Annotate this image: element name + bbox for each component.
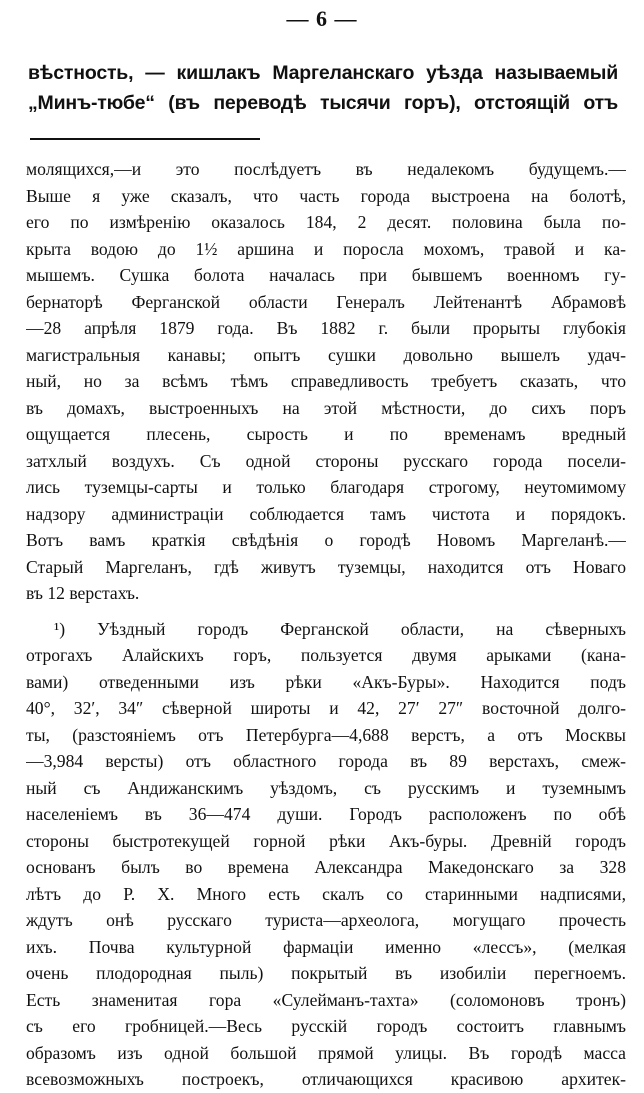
footnote-line: крыта водою до 1½ аршина и поросла мохомъ, травой и ка- (26, 238, 626, 259)
footnote-line: Есть знаменитая гора «Сулейманъ-тахта» (соломоновъ тронъ) (26, 989, 626, 1010)
footnote-line: затхлый воздухъ. Съ одной стороны русскаго города посели- (26, 450, 626, 471)
footnote-line: Старый Маргеланъ, гдѣ живутъ туземцы, находится отъ Новаго (26, 556, 626, 577)
footnote-line: молящихся,—и это послѣдуетъ въ недалекомъ будущемъ.— (26, 159, 626, 179)
footnote-paragraph-2 (26, 616, 626, 1093)
footnote-line: —3,984 версты) отъ областного города въ 89 верстахъ, смеж- (26, 751, 626, 771)
footnote-line: ¹) Уѣздный городъ Ферганской области, на сѣверныхъ (54, 618, 626, 639)
footnote-line: отрогахъ Алайскихъ горъ, пользуется двумя арыками (кана- (26, 645, 626, 665)
footnote-paragraph-1 (26, 156, 626, 607)
footnote-line: всевозможныхъ построекъ, отличающихся красивою архитек- (26, 1069, 626, 1089)
main-text-line: вѣстность, — кишлакъ Маргеланскаго уѣзда называемый (28, 62, 618, 84)
footnote-line: очень плодородная пыль) покрытый въ изобиліи перегноемъ. (26, 963, 626, 983)
footnote-line: его по измѣренію оказалось 184, 2 десят. половина была по- (26, 212, 626, 232)
footnote-line: въ домахъ, выстроенныхъ на этой мѣстности, до сихъ поръ (26, 397, 626, 418)
footnote-line: лѣтъ до Р. Х. Много есть скалъ со старинными надписями, (26, 883, 626, 904)
footnote-line: мышемъ. Сушка болота началась при бывшемъ военномъ гу- (26, 265, 626, 285)
footnote-line: образомъ изъ одной большой прямой улицы. Въ городѣ масса (26, 1042, 626, 1063)
footnote-line: ощущается плесень, сырость и по временамъ вредный (26, 424, 626, 444)
footnote-separator (30, 138, 260, 140)
footnote-line: въ 12 верстахъ. (26, 583, 140, 603)
footnote-line: 40°, 32′, 34″ сѣверной широты и 42, 27′ 27″ восточной долго- (26, 698, 626, 718)
footnote-line: съ его гробницей.—Весь русскій городъ состоитъ главнымъ (26, 1016, 626, 1036)
footnote-line: —28 апрѣля 1879 года. Въ 1882 г. были прорыты глубокія (26, 318, 626, 338)
main-text (28, 58, 618, 118)
footnote-line: бернаторѣ Ферганской области Генералъ Лейтенантѣ Абрамовѣ (26, 291, 626, 312)
footnote-line: ный съ Андижанскимъ уѣздомъ, съ русскимъ и туземнымъ (26, 777, 626, 798)
footnote-line: лись туземцы-сарты и только благодаря строгому, неутомимому (26, 477, 626, 497)
page-number: — 6 — (286, 6, 358, 31)
footnote-line: ждутъ онѣ русскаго туриста—археолога, могущаго прочесть (26, 910, 626, 930)
footnote-line: Вотъ вамъ краткія свѣдѣнія о городѣ Новомъ Маргеланѣ.— (26, 530, 626, 550)
footnote-line: ты, (разстояніемъ отъ Петербурга—4,688 верстъ, а отъ Москвы (26, 724, 626, 745)
footnote-line: Выше я уже сказалъ, что часть города выстроена на болотѣ, (26, 185, 626, 206)
footnote-line: ихъ. Почва культурной фармаціи именно «лессъ», (мелкая (26, 936, 626, 957)
footnote-line: стороны быстротекущей горной рѣки Акъ-буры. Древній городъ (26, 830, 626, 851)
footnote-line: основанъ былъ во времена Александра Македонскаго за 328 (26, 857, 626, 877)
footnote (26, 156, 626, 1093)
footnote-line: надзору администраціи соблюдается тамъ чистота и порядокъ. (26, 503, 626, 524)
footnote-line: вами) отведенными изъ рѣки «Акъ-Буры». Находится подъ (26, 671, 626, 692)
paragraph-gap (26, 607, 626, 616)
footnote-line: магистральныя канавы; опытъ сушки довольно вышелъ удач- (26, 344, 626, 365)
main-text-line: „Минъ-тюбе“ (въ переводѣ тысячи горъ), отстоящій отъ (28, 92, 618, 114)
footnote-line: населеніемъ въ 36—474 души. Городъ расположенъ по обѣ (26, 804, 626, 824)
footnote-line: ный, но за всѣмъ тѣмъ справедливость требуетъ сказать, что (26, 371, 626, 391)
